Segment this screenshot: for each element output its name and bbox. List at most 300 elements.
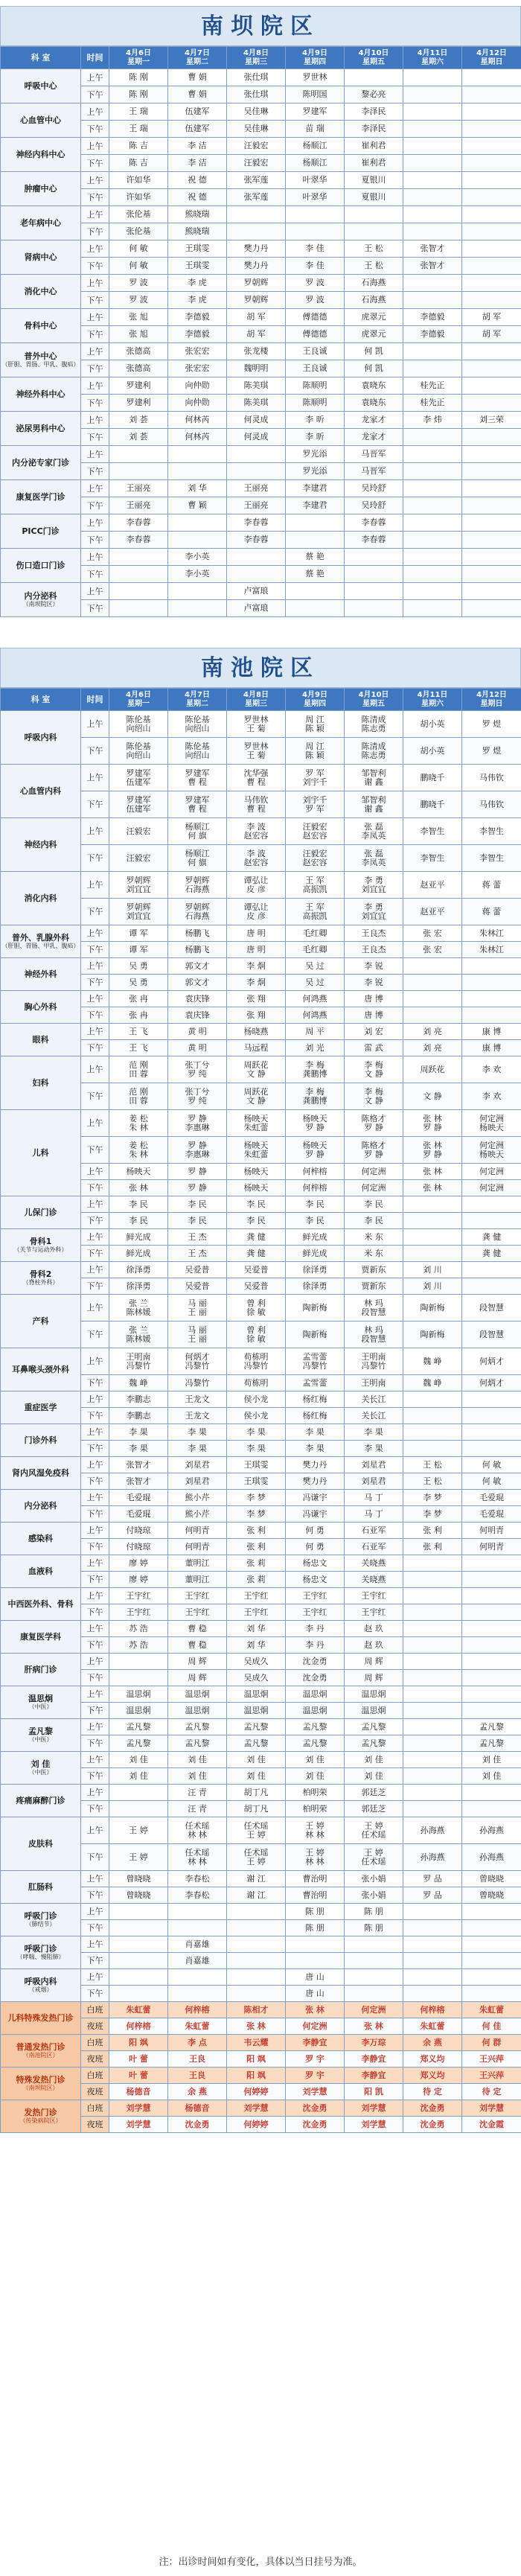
- doctor-name: 毛爱琨: [126, 1508, 151, 1519]
- doctor-name: 李德毅: [185, 329, 210, 339]
- dept-name: 耳鼻喉头颈外科: [12, 1365, 69, 1374]
- doctor-name: 曹治明: [302, 1873, 327, 1884]
- doctor-name: 刘学慧: [126, 2119, 151, 2129]
- col-header-day: [403, 47, 462, 69]
- doctor-name: 孙海燕: [479, 1852, 504, 1862]
- doctor-name: 李静宜: [302, 2037, 327, 2047]
- doctor-name: 文 静: [246, 1095, 266, 1106]
- doctor-name: 刘 川: [423, 1264, 442, 1275]
- doctor-name: 李 洁: [188, 141, 207, 150]
- doctor-name: 罗 静: [423, 1122, 442, 1132]
- time-slot: 上午: [81, 1588, 109, 1604]
- doctor-name: 马 丽: [188, 1298, 207, 1308]
- doctor-name: 沈金勇: [302, 2102, 327, 2113]
- doctor-cell: [168, 1056, 227, 1083]
- doctor-cell: [462, 872, 521, 899]
- dept-name: 门诊外科: [24, 1435, 57, 1445]
- doctor-name: 贾新东: [361, 1281, 386, 1291]
- doctor-cell: [109, 155, 168, 172]
- doctor-name: 张宏宏: [185, 363, 210, 373]
- doctor-cell: [109, 240, 168, 258]
- doctor-name: 魏明明: [243, 363, 269, 373]
- doctor-name: 李智生: [420, 826, 445, 836]
- nanba-title: 南坝院区: [0, 6, 521, 46]
- doctor-name: 李 炯: [246, 977, 266, 987]
- doctor-name: 何 旗: [188, 857, 207, 867]
- doctor-cell: [109, 2051, 168, 2068]
- time-slot: 下午: [81, 1213, 109, 1229]
- doctor-cell: [168, 1391, 227, 1408]
- doctor-name: 陈 朋: [364, 1906, 383, 1916]
- day-weekday: 星期二: [186, 699, 208, 708]
- doctor-cell: [109, 1490, 168, 1506]
- time-slot: 上午: [81, 1969, 109, 1986]
- doctor-name: 李 炜: [423, 415, 442, 424]
- dept-name: 呼吸门诊: [24, 1911, 57, 1921]
- doctor-name: 马伟钦: [243, 794, 269, 805]
- dept-name: 神经外科: [24, 969, 57, 979]
- doctor-name: 何 勇: [305, 1541, 325, 1552]
- doctor-name: 吴爱普: [243, 1264, 269, 1275]
- schedule-row: [1, 1871, 521, 1887]
- doctor-cell: [286, 1278, 345, 1295]
- doctor-name: 李惠琳: [185, 1149, 210, 1159]
- doctor-cell: [227, 1441, 286, 1457]
- doctor-cell: [403, 1768, 462, 1785]
- doctor-cell: [462, 1817, 521, 1844]
- doctor-cell: [403, 1110, 462, 1137]
- doctor-name: 王 松: [423, 1459, 442, 1470]
- time-slot: 下午: [81, 1986, 109, 2002]
- day-weekday: 星期四: [304, 699, 326, 708]
- doctor-cell: [168, 138, 227, 155]
- doctor-name: 王明南: [361, 1377, 386, 1388]
- doctor-cell: [227, 1110, 286, 1137]
- day-date: 4月11日: [417, 48, 448, 57]
- schedule-row: [1, 1686, 521, 1703]
- dept-name-cell: [1, 138, 81, 172]
- doctor-name: 阳 飒: [129, 2037, 148, 2047]
- doctor-cell: [168, 1506, 227, 1523]
- doctor-name: 姜 松: [129, 1113, 148, 1123]
- doctor-name: 徐泽勇: [302, 1281, 327, 1291]
- doctor-name: 王 丽: [188, 1333, 207, 1344]
- doctor-name: 罗 波: [305, 278, 325, 287]
- time-slot: 上午: [81, 1164, 109, 1180]
- doctor-cell: [345, 1278, 403, 1295]
- doctor-cell: [168, 1604, 227, 1621]
- doctor-cell: [403, 1871, 462, 1887]
- doctor-cell: [403, 1969, 462, 1986]
- doctor-cell: [109, 1523, 168, 1539]
- doctor-name: 伍建军: [185, 124, 210, 133]
- doctor-cell: [462, 1604, 521, 1621]
- doctor-cell: [345, 1424, 403, 1441]
- doctor-name: 罗 波: [129, 278, 148, 287]
- doctor-name: 温思炯: [126, 1689, 151, 1699]
- doctor-name: 朱 林: [129, 1149, 148, 1159]
- doctor-cell: [462, 532, 521, 549]
- doctor-cell: [345, 1686, 403, 1703]
- doctor-name: 张智才: [420, 261, 445, 270]
- doctor-cell: [168, 1213, 227, 1229]
- dept-name-cell: [1, 1262, 81, 1295]
- doctor-cell: [345, 1703, 403, 1719]
- doctor-name: 温思炯: [302, 1705, 327, 1715]
- doctor-name: 阳 飒: [246, 2070, 266, 2080]
- time-slot: 上午: [81, 172, 109, 189]
- doctor-cell: [109, 738, 168, 765]
- doctor-name: 李凤英: [361, 830, 386, 841]
- doctor-cell: [286, 103, 345, 121]
- time-slot: 上午: [81, 711, 109, 738]
- schedule-row: [1, 2100, 521, 2117]
- doctor-name: 龚 健: [246, 1248, 266, 1258]
- doctor-cell: [462, 1871, 521, 1887]
- doctor-name: 李 波: [246, 848, 266, 858]
- doctor-name: 蔡 艳: [305, 552, 325, 561]
- doctor-name: 陈格才: [361, 1140, 386, 1150]
- doctor-name: 唐 明: [246, 944, 266, 954]
- doctor-cell: [403, 1180, 462, 1196]
- doctor-name: 吴 勇: [129, 960, 148, 971]
- doctor-name: 王宇红: [185, 1590, 210, 1601]
- dept-subtitle: （传染病院区）: [19, 2117, 62, 2124]
- doctor-name: 苗 瑞: [305, 124, 325, 133]
- doctor-cell: [168, 2100, 227, 2117]
- doctor-cell: [403, 497, 462, 514]
- doctor-cell: [227, 446, 286, 463]
- dept-name: 心血管内科: [20, 786, 61, 796]
- doctor-cell: [168, 845, 227, 872]
- dept-name: PICC门诊: [22, 526, 60, 536]
- doctor-cell: [286, 1408, 345, 1424]
- doctor-name: 黄 明: [188, 1026, 207, 1036]
- schedule-row: [1, 1229, 521, 1246]
- doctor-cell: [462, 2084, 521, 2100]
- doctor-name: 王兴萍: [479, 2053, 504, 2064]
- doctor-name: 何 群: [482, 2037, 502, 2047]
- time-slot: 下午: [81, 1604, 109, 1621]
- doctor-name: 温思炯: [243, 1689, 269, 1699]
- doctor-name: 王 菊: [246, 723, 266, 733]
- schedule-row: [1, 1348, 521, 1375]
- doctor-name: 孟凡黎: [185, 1721, 210, 1732]
- doctor-name: 李春蓉: [243, 535, 269, 544]
- doctor-cell: [286, 2117, 345, 2133]
- dept-name: 普外、乳腺外科: [12, 933, 69, 943]
- doctor-name: 沈金勇: [302, 1672, 327, 1683]
- doctor-name: 谢 鑫: [364, 803, 383, 814]
- doctor-cell: [168, 275, 227, 292]
- doctor-name: 叶翠华: [302, 192, 327, 202]
- doctor-cell: [345, 1817, 403, 1844]
- doctor-name: 唐 明: [246, 928, 266, 938]
- doctor-cell: [345, 155, 403, 172]
- doctor-cell: [227, 942, 286, 958]
- time-slot: 下午: [81, 1007, 109, 1024]
- doctor-cell: [462, 1637, 521, 1654]
- doctor-name: 王 菊: [246, 750, 266, 760]
- time-slot: 下午: [81, 1083, 109, 1110]
- dept-name: 神经外科中心: [16, 389, 65, 399]
- doctor-name: 徐 敏: [246, 1333, 266, 1344]
- doctor-name: 崔利君: [361, 158, 386, 168]
- doctor-cell: [109, 326, 168, 343]
- col-header-day: [168, 47, 227, 69]
- doctor-cell: [109, 1391, 168, 1408]
- doctor-cell: [227, 463, 286, 480]
- doctor-cell: [109, 1007, 168, 1024]
- doctor-name: 罗 品: [423, 1873, 442, 1884]
- doctor-name: 马晋军: [361, 466, 386, 476]
- doctor-name: 杨顺江: [302, 141, 327, 150]
- doctor-cell: [109, 292, 168, 309]
- doctor-name: 张 林: [305, 2004, 325, 2015]
- doctor-name: 柏明荣: [302, 1787, 327, 1797]
- doctor-cell: [227, 1083, 286, 1110]
- doctor-cell: [227, 975, 286, 991]
- doctor-name: 罗世林: [243, 741, 269, 751]
- doctor-cell: [345, 1719, 403, 1735]
- doctor-name: 曾晓晓: [479, 1890, 504, 1900]
- doctor-name: 王琪雯: [243, 1459, 269, 1470]
- doctor-cell: [462, 711, 521, 738]
- doctor-name: 曹 程: [246, 777, 266, 787]
- doctor-cell: [403, 86, 462, 103]
- dept-name-cell: [1, 1785, 81, 1817]
- doctor-cell: [345, 2002, 403, 2018]
- doctor-cell: [227, 240, 286, 258]
- doctor-cell: [227, 1986, 286, 2002]
- time-slot: 下午: [81, 1768, 109, 1785]
- doctor-cell: [227, 600, 286, 617]
- doctor-cell: [462, 514, 521, 532]
- doctor-cell: [462, 480, 521, 497]
- doctor-cell: [462, 1229, 521, 1246]
- doctor-cell: [227, 1506, 286, 1523]
- doctor-name: 罗 静: [188, 1140, 207, 1150]
- doctor-name: 罗建军: [126, 794, 151, 805]
- doctor-cell: [403, 1539, 462, 1555]
- doctor-cell: [345, 1322, 403, 1348]
- time-slot: 上午: [81, 1295, 109, 1322]
- schedule-row: [1, 2068, 521, 2084]
- doctor-cell: [286, 275, 345, 292]
- doctor-cell: [462, 1164, 521, 1180]
- doctor-cell: [403, 872, 462, 899]
- doctor-cell: [462, 1137, 521, 1164]
- doctor-name: 何灵成: [243, 432, 269, 441]
- doctor-cell: [227, 480, 286, 497]
- doctor-cell: [227, 549, 286, 566]
- doctor-cell: [227, 292, 286, 309]
- col-header-day: [168, 689, 227, 711]
- doctor-name: 李凤英: [361, 857, 386, 867]
- doctor-name: 温思炯: [243, 1705, 269, 1715]
- doctor-name: 李 梦: [423, 1508, 442, 1519]
- doctor-name: 吴成久: [243, 1672, 269, 1683]
- doctor-cell: [345, 1213, 403, 1229]
- doctor-name: 王 瑞: [129, 106, 148, 116]
- time-slot: 下午: [81, 1040, 109, 1056]
- doctor-cell: [109, 275, 168, 292]
- doctor-cell: [168, 258, 227, 275]
- doctor-name: 谭 军: [129, 928, 148, 938]
- doctor-cell: [345, 275, 403, 292]
- doctor-name: 张宏宏: [185, 346, 210, 356]
- doctor-cell: [168, 1986, 227, 2002]
- doctor-name: 王明南: [126, 1351, 151, 1362]
- doctor-name: 杨鹏飞: [185, 944, 210, 954]
- doctor-name: 张 兰: [129, 1324, 148, 1335]
- doctor-cell: [462, 1844, 521, 1871]
- dept-name-cell: [1, 991, 81, 1024]
- doctor-name: 李 梅: [364, 1059, 383, 1070]
- doctor-cell: [403, 223, 462, 240]
- doctor-name: 刘星君: [185, 1476, 210, 1486]
- doctor-cell: [227, 275, 286, 292]
- doctor-name: 向仲勋: [185, 380, 210, 390]
- doctor-name: 马 丁: [364, 1508, 383, 1519]
- doctor-cell: [227, 791, 286, 818]
- doctor-name: 罗朝辉: [243, 295, 269, 305]
- time-slot: 上午: [81, 480, 109, 497]
- doctor-cell: [227, 103, 286, 121]
- doctor-cell: [168, 958, 227, 975]
- dept-subtitle: （中医）: [28, 1769, 53, 1776]
- doctor-name: 鲜光成: [302, 1231, 327, 1242]
- doctor-cell: [462, 818, 521, 845]
- doctor-name: 张仕琪: [243, 89, 269, 99]
- doctor-name: 杨德音: [185, 2102, 210, 2113]
- doctor-name: 刘 佳: [364, 1770, 383, 1781]
- doctor-name: 徐 敏: [246, 1307, 266, 1317]
- doctor-cell: [345, 532, 403, 549]
- doctor-cell: [168, 1024, 227, 1040]
- time-slot: 上午: [81, 412, 109, 429]
- doctor-cell: [345, 583, 403, 600]
- doctor-cell: [227, 1785, 286, 1801]
- doctor-cell: [286, 155, 345, 172]
- doctor-cell: [109, 1871, 168, 1887]
- doctor-cell: [286, 566, 345, 583]
- doctor-name: 罗光添: [302, 466, 327, 476]
- time-slot: 上午: [81, 1785, 109, 1801]
- doctor-name: 张 林: [129, 1182, 148, 1193]
- doctor-name: 陈清成: [361, 714, 386, 724]
- dept-subtitle: （哮喘、慢阻肺）: [16, 1954, 65, 1960]
- doctor-cell: [345, 2117, 403, 2133]
- doctor-name: 谢 江: [246, 1890, 266, 1900]
- doctor-cell: [109, 1604, 168, 1621]
- doctor-cell: [227, 172, 286, 189]
- doctor-cell: [286, 1457, 345, 1473]
- doctor-name: 李智生: [479, 826, 504, 836]
- doctor-name: 陈伦基: [185, 741, 210, 751]
- doctor-cell: [286, 514, 345, 532]
- doctor-cell: [168, 463, 227, 480]
- schedule-row: [1, 69, 521, 86]
- time-slot: 下午: [81, 1278, 109, 1295]
- doctor-cell: [462, 1801, 521, 1817]
- day-weekday: 星期日: [480, 57, 503, 66]
- doctor-name: 陈美琪: [243, 398, 269, 407]
- doctor-cell: [168, 1262, 227, 1278]
- doctor-cell: [345, 600, 403, 617]
- doctor-name: 汪毅宏: [302, 848, 327, 858]
- doctor-name: 何鸿燕: [302, 993, 327, 1004]
- doctor-cell: [462, 377, 521, 395]
- doctor-name: 王 瑞: [129, 124, 148, 133]
- doctor-name: 任术瑶: [185, 1820, 210, 1831]
- dept-name: 康复医学门诊: [16, 492, 65, 502]
- doctor-cell: [403, 463, 462, 480]
- doctor-name: 蒋 蕾: [482, 879, 502, 890]
- doctor-cell: [286, 818, 345, 845]
- doctor-cell: [462, 899, 521, 925]
- schedule-row: [1, 343, 521, 360]
- doctor-name: 王 婷: [246, 1829, 266, 1840]
- doctor-name: 马晋军: [361, 449, 386, 459]
- doctor-cell: [109, 69, 168, 86]
- schedule-row: [1, 1654, 521, 1670]
- doctor-cell: [109, 1801, 168, 1817]
- time-slot: 下午: [81, 223, 109, 240]
- doctor-name: 张 利: [246, 1525, 266, 1535]
- doctor-name: 刘 佳: [482, 1770, 502, 1781]
- doctor-name: 李 炯: [246, 960, 266, 971]
- doctor-cell: [227, 2035, 286, 2051]
- doctor-name: 刘 佳: [129, 1754, 148, 1764]
- doctor-cell: [109, 377, 168, 395]
- doctor-name: 唐 博: [364, 993, 383, 1004]
- time-slot: 下午: [81, 1887, 109, 1904]
- doctor-name: 胡小英: [420, 718, 445, 729]
- doctor-name: 虎翠元: [361, 312, 386, 322]
- doctor-cell: [109, 1703, 168, 1719]
- doctor-name: 郑义均: [420, 2053, 445, 2064]
- doctor-cell: [168, 514, 227, 532]
- doctor-cell: [286, 1473, 345, 1490]
- doctor-name: 林 林: [305, 1856, 325, 1866]
- doctor-name: 李春蓉: [361, 517, 386, 527]
- doctor-cell: [345, 1056, 403, 1083]
- doctor-cell: [286, 1969, 345, 1986]
- time-slot: 下午: [81, 532, 109, 549]
- doctor-name: 郭廷芝: [361, 1787, 386, 1797]
- doctor-cell: [227, 1375, 286, 1391]
- doctor-name: 韦云耀: [243, 2037, 269, 2047]
- doctor-name: 李 民: [364, 1215, 383, 1225]
- doctor-cell: [109, 121, 168, 138]
- doctor-name: 吴 过: [305, 960, 325, 971]
- doctor-cell: [109, 2117, 168, 2133]
- doctor-cell: [345, 1164, 403, 1180]
- doctor-cell: [403, 2100, 462, 2117]
- doctor-name: 张德高: [126, 363, 151, 373]
- schedule-row: [1, 1752, 521, 1768]
- doctor-cell: [345, 1904, 403, 1920]
- doctor-name: 张 宏: [423, 928, 442, 938]
- doctor-name: 何明青: [479, 1541, 504, 1552]
- time-slot: 上午: [81, 1490, 109, 1506]
- doctor-cell: [286, 240, 345, 258]
- doctor-name: 郑义均: [420, 2070, 445, 2080]
- day-date: 4月9日: [302, 48, 327, 57]
- doctor-cell: [286, 1801, 345, 1817]
- doctor-name: 曾 利: [246, 1298, 266, 1308]
